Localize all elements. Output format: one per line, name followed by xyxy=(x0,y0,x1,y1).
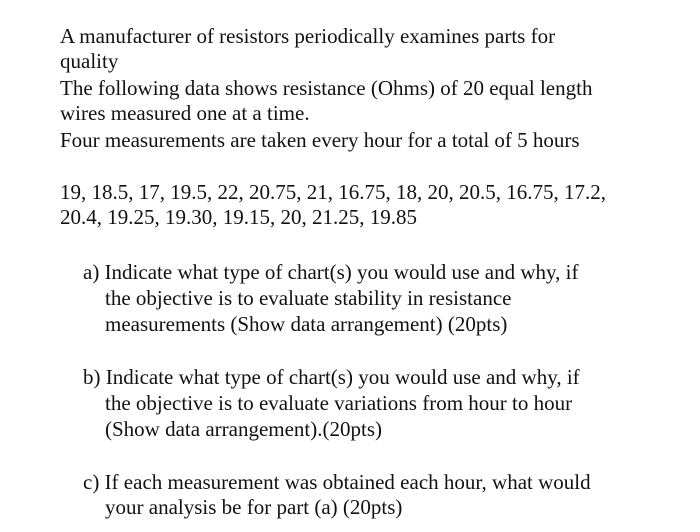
data-values-line-2: 20.4, 19.25, 19.30, 19.15, 20, 21.25, 19.85 xyxy=(60,205,417,229)
question-c-line-1: c) If each measurement was obtained each hour, what would xyxy=(83,470,591,494)
question-b-line-1: b) Indicate what type of chart(s) you would use and why, if xyxy=(83,365,580,389)
intro-line-5: Four measurements are taken every hour for a total of 5 hours xyxy=(60,128,580,152)
question-b-line-3: (Show data arrangement).(20pts) xyxy=(105,417,382,441)
question-a-line-3: measurements (Show data arrangement) (20pts) xyxy=(105,312,508,336)
question-a-line-1: a) Indicate what type of chart(s) you would use and why, if xyxy=(83,260,579,284)
question-c-line-2: your analysis be for part (a) (20pts) xyxy=(105,495,403,519)
data-values-line-1: 19, 18.5, 17, 19.5, 22, 20.75, 21, 16.75, 18, 20, 20.5, 16.75, 17.2, xyxy=(60,180,606,204)
question-a-line-2: the objective is to evaluate stability in resistance xyxy=(105,286,512,310)
question-b-line-2: the objective is to evaluate variations from hour to hour xyxy=(105,391,573,415)
intro-line-1: A manufacturer of resistors periodically examines parts for xyxy=(60,24,556,48)
intro-line-4: wires measured one at a time. xyxy=(60,101,310,125)
intro-line-2: quality xyxy=(60,49,119,73)
intro-line-3: The following data shows resistance (Ohms) of 20 equal length xyxy=(60,76,593,100)
